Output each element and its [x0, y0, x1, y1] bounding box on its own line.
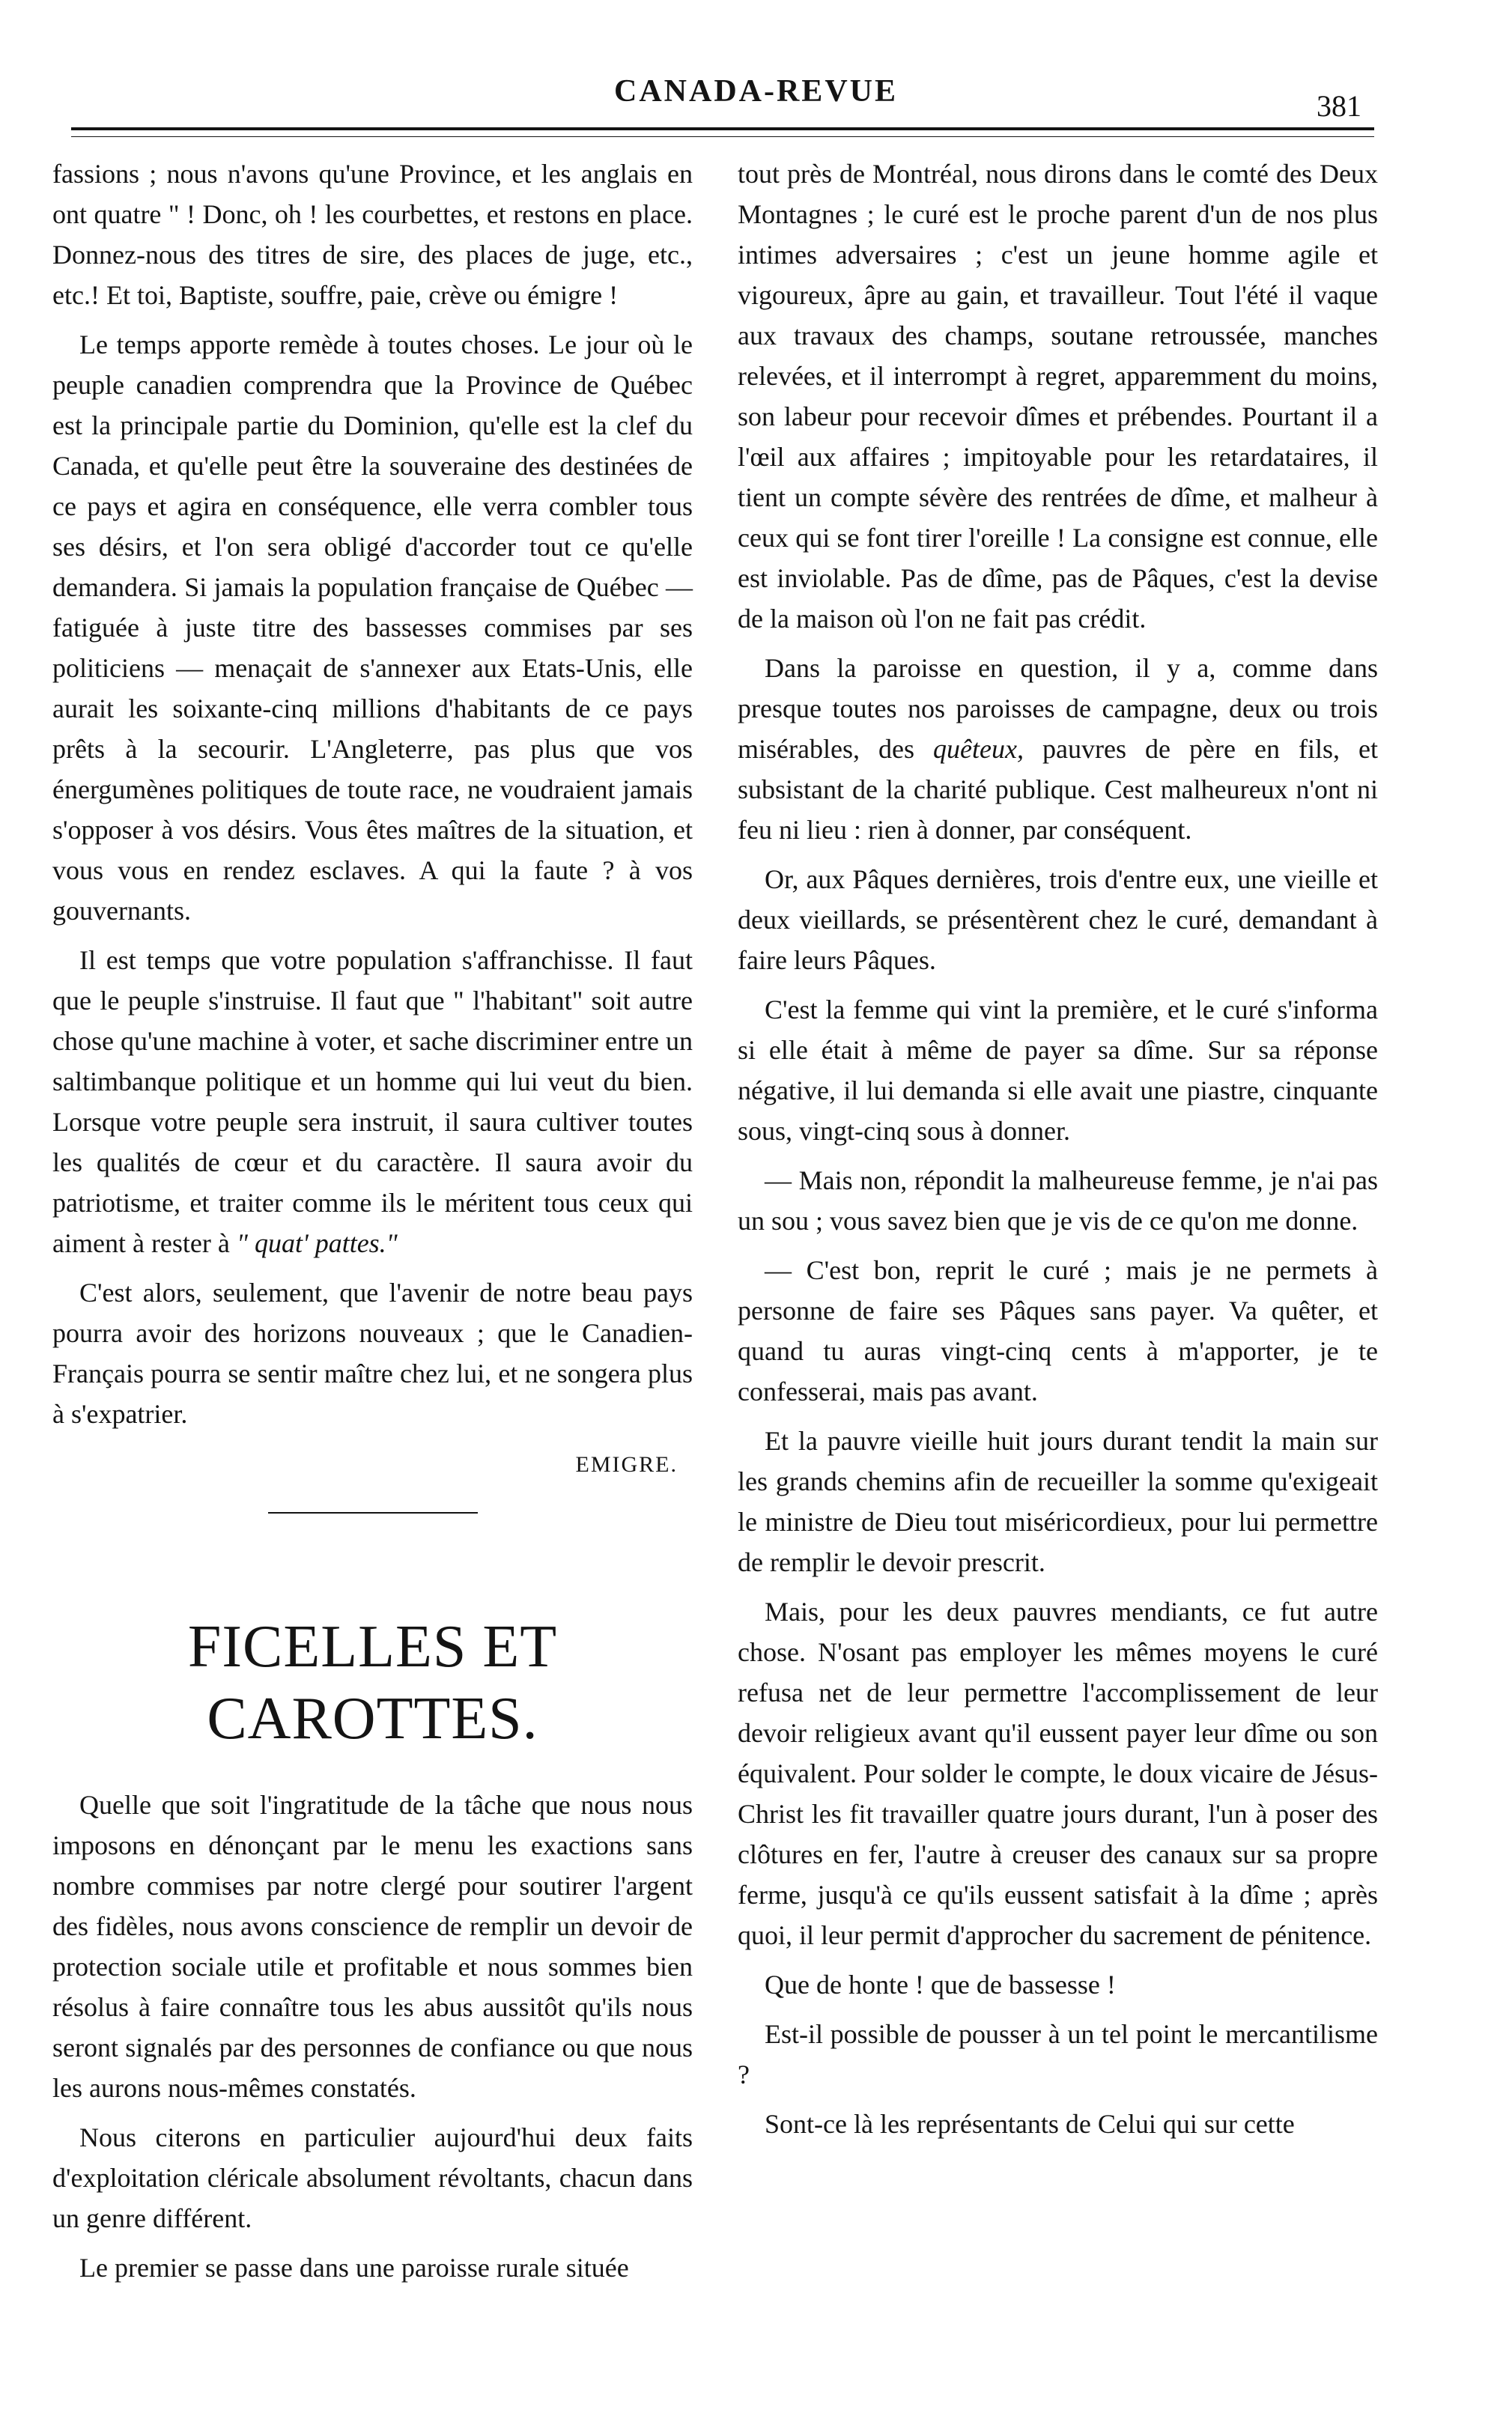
paragraph: Quelle que soit l'ingratitude de la tâche que nous nous imposons en dénonçant par le menu les exactions sans nombre commises par notre clergé pour soutirer l'argent des fidèles, nous avons conscience de remplir un devoir de protection sociale utile et profitable et nous sommes bien résolus à faire connaître tous les abus aussitôt qu'ils nous seront signalés par des personnes de confiance ou que nous les aurons nous-mêmes constatés.	[52, 1790, 693, 2103]
paragraph: Sont-ce là les représentants de Celui qui sur cette	[765, 2109, 1295, 2139]
italic-word: quêteux,	[933, 734, 1024, 764]
paragraph	[52, 940, 693, 1263]
paragraph: Est-il possible de pousser à un tel point le mercantilisme ?	[738, 2019, 1378, 2089]
paragraph	[738, 648, 1378, 850]
paragraph: — C'est bon, reprit le curé ; mais je ne permets à personne de faire ses Pâques sans payer. Va quêter, et quand tu auras vingt-cinq cents à m'apporter, je te confesserai, mais pas avant.	[738, 1255, 1378, 1406]
quoted-phrase: " quat' pattes."	[236, 1228, 398, 1258]
author-signature: EMIGRE.	[575, 1452, 678, 1477]
paragraph: fassions ; nous n'avons qu'une Province, et les anglais en ont quatre " ! Donc, oh ! les courbettes, et restons en place. Donnez-nous des titres de sire, des places de juge, etc., etc.! Et toi, Baptiste, souffre, paie, crève ou émigre !	[52, 159, 693, 310]
paragraph: Nous citerons en particulier aujourd'hui deux faits d'exploitation cléricale absolument révoltants, chacun dans un genre différent.	[52, 2122, 693, 2233]
section-heading: FICELLES ET CAROTTES.	[187, 1614, 558, 1752]
paragraph: Et la pauvre vieille huit jours durant tendit la main sur les grands chemins afin de recueiller la somme qu'exigeait le ministre de Dieu tout miséricordieux, pour lui permettre de remplir le devoir prescrit.	[738, 1426, 1378, 1577]
section-divider	[268, 1512, 478, 1514]
header-rule	[71, 127, 1374, 130]
paragraph: Le premier se passe dans une paroisse rurale située	[79, 2253, 629, 2283]
paragraph: C'est alors, seulement, que l'avenir de notre beau pays pourra avoir des horizons nouveaux ; que le Canadien-Français pourra se sentir maître chez lui, et ne songera plus à s'expatrier.	[52, 1278, 693, 1429]
page-number: 381	[1317, 89, 1361, 123]
header-rule-thin	[71, 136, 1374, 137]
paragraph: Le temps apporte remède à toutes choses. Le jour où le peuple canadien comprendra que la Province de Québec est la principale partie du Dominion, qu'elle est la clef du Canada, et qu'elle peut être la souveraine des destinées de ce pays et agira en conséquence, elle verra combler tous ses désirs, et l'on sera obligé d'accorder tout ce qu'elle demandera. Si jamais la population française de Québec — fatiguée à juste titre des bassesses commises par ses politiciens — menaçait de s'annexer aux Etats-Unis, elle aurait les soixante-cinq millions d'habitants de ce pays prêts à la secourir. L'Angleterre, pas plus que vos énergumènes politiques de toute race, ne voudraient jamais s'opposer à vos désirs. Vous êtes maîtres de la situation, et vous vous en rendez esclaves. A qui la faute ? à vos gouvernants.	[52, 330, 693, 926]
paragraph: — Mais non, répondit la malheureuse femme, je n'ai pas un sou ; vous savez bien que je vis de ce qu'on me donne.	[738, 1165, 1378, 1236]
left-column	[52, 154, 693, 2288]
paragraph-text: Dans la paroisse en question, il y a, comme dans presque toutes nos paroisses de campagne, deux ou trois misérables, des	[738, 653, 1378, 764]
paragraph: C'est la femme qui vint la première, et le curé s'informa si elle était à même de payer sa dîme. Sur sa réponse négative, il lui demanda si elle avait une piastre, cinquante sous, vingt-cinq sous à donner.	[738, 995, 1378, 1146]
paragraph: Or, aux Pâques dernières, trois d'entre eux, une vieille et deux vieillards, se présentèrent chez le curé, demandant à faire leurs Pâques.	[738, 864, 1378, 975]
right-column	[738, 154, 1378, 2144]
running-header-title: CANADA-REVUE	[614, 74, 898, 109]
paragraph-text: pauvres de père en fils, et subsistant de la charité publique. Cest malheureux n'ont ni feu ni lieu : rien à donner, par conséquent.	[738, 734, 1379, 845]
paragraph: Mais, pour les deux pauvres mendiants, ce fut autre chose. N'osant pas employer les mêmes moyens le curé refusa net de leur permettre l'accomplissement de leur devoir religieux avant qu'il eussent payer leur dîme ou son équivalent. Pour solder le compte, le doux vicaire de Jésus-Christ les fit travailler quatre jours durant, l'un à poser des clôtures en fer, l'autre à creuser des canaux sur sa propre ferme, jusqu'à ce qu'ils eussent satisfait à la dîme ; après quoi, il leur permit d'approcher du sacrement de pénitence.	[738, 1597, 1378, 1950]
paragraph: Que de honte ! que de bassesse !	[765, 1970, 1116, 2000]
paragraph-text: Il est temps que votre population s'affranchisse. Il faut que le peuple s'instruise. Il faut que " l'habitant" soit autre chose qu'une machine à voter, et sache discriminer entre un saltimbanque politique et un homme qui lui veut du bien. Lorsque votre peuple sera instruit, il saura cultiver toutes les qualités de cœur et du caractère. Il saura avoir du patriotisme, et traiter comme ils le méritent tous ceux qui aiment à rester à	[52, 945, 693, 1258]
paragraph: tout près de Montréal, nous dirons dans le comté des Deux Montagnes ; le curé est le proche parent d'un de nos plus intimes adversaires ; c'est un jeune homme agile et vigoureux, âpre au gain, et travailleur. Tout l'été il vaque aux travaux des champs, soutane retroussée, manches relevées, et il interrompt à regret, apparemment du moins, son labeur pour recevoir dîmes et prébendes. Pourtant il a l'œil aux affaires ; impitoyable pour les retardataires, il tient un compte sévère des rentrées de dîme, et malheur à ceux qui se font tirer l'oreille ! La consigne est connue, elle est inviolable. Pas de dîme, pas de Pâques, c'est la devise de la maison où l'on ne fait pas crédit.	[738, 159, 1378, 634]
